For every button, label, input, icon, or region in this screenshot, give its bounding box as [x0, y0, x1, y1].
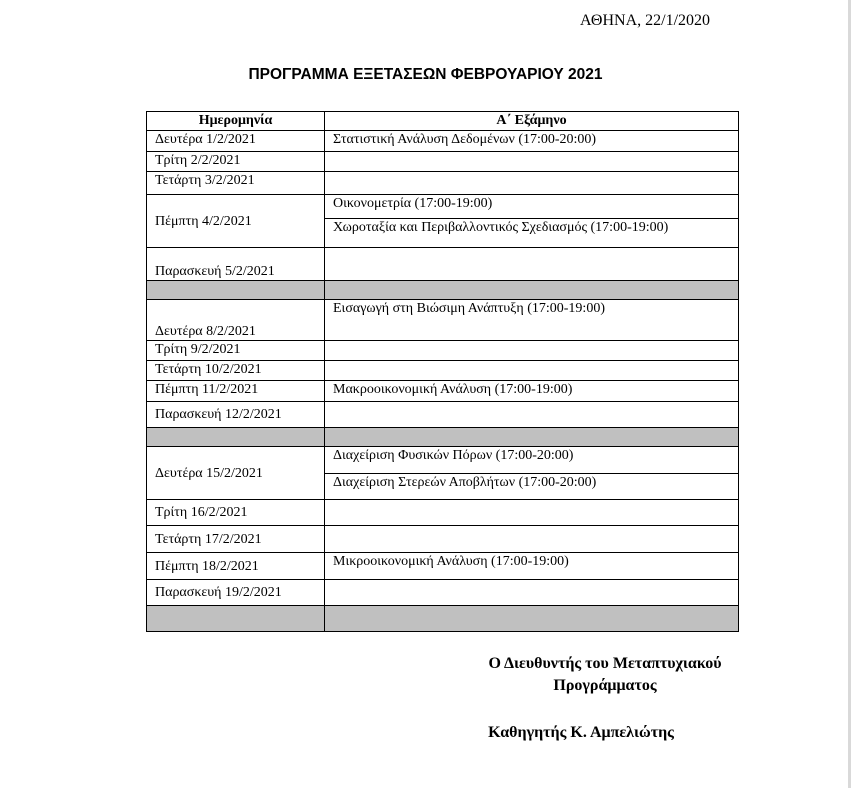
table-row [147, 500, 739, 526]
page-title-text: ΠΡΟΓΡΑΜΜΑ ΕΞΕΤΑΣΕΩΝ ΦΕΒΡΟΥΑΡΙΟΥ 2021 [248, 66, 603, 83]
exam-cell: Στατιστική Ανάλυση Δεδομένων (17:00-20:00) [325, 131, 739, 152]
exam-cell: Χωροταξία και Περιβαλλοντικός Σχεδιασμός (17:00-19:00) [325, 219, 739, 248]
table-row [147, 248, 739, 281]
date-cell: Πέμπτη 18/2/2021 [147, 553, 325, 580]
table-row [147, 580, 739, 606]
page-title [0, 66, 851, 84]
table-row [147, 526, 739, 553]
date-cell: Τρίτη 9/2/2021 [147, 341, 325, 361]
table-row [147, 300, 739, 341]
exam-schedule-table [146, 111, 739, 632]
separator-cell [325, 281, 739, 300]
exam-cell [325, 172, 739, 195]
exam-cell [325, 402, 739, 428]
table-header-row [147, 112, 739, 131]
signature-name: Καθηγητής Κ. Αμπελιώτης [488, 724, 674, 741]
column-header-exam: Α΄ Εξάμηνο [325, 112, 739, 131]
week-separator-row [147, 428, 739, 447]
exam-cell [325, 152, 739, 172]
exam-cell [325, 341, 739, 361]
column-header-date: Ημερομηνία [147, 112, 325, 131]
separator-cell [147, 281, 325, 300]
exam-cell: Διαχείριση Στερεών Αποβλήτων (17:00-20:00) [325, 474, 739, 500]
table-row [147, 361, 739, 381]
exam-cell [325, 526, 739, 553]
date-cell: Παρασκευή 12/2/2021 [147, 402, 325, 428]
week-separator-row [147, 281, 739, 300]
date-cell: Πέμπτη 4/2/2021 [147, 195, 325, 248]
exam-cell [325, 248, 739, 281]
date-cell: Παρασκευή 5/2/2021 [147, 248, 325, 281]
separator-cell [147, 428, 325, 447]
date-cell: Δευτέρα 8/2/2021 [147, 300, 325, 341]
table-row [147, 447, 739, 474]
separator-cell [147, 606, 325, 632]
table-row [147, 152, 739, 172]
exam-cell: Μικροοικονομική Ανάλυση (17:00-19:00) [325, 553, 739, 580]
exam-cell: Διαχείριση Φυσικών Πόρων (17:00-20:00) [325, 447, 739, 474]
signature-title-line2: Προγράμματος [553, 677, 657, 694]
date-cell: Παρασκευή 19/2/2021 [147, 580, 325, 606]
separator-cell [325, 606, 739, 632]
exam-cell [325, 361, 739, 381]
signature-title-line1: Ο Διευθυντής του Μεταπτυχιακού [488, 655, 722, 672]
table-row [147, 172, 739, 195]
table-row [147, 341, 739, 361]
date-cell: Τετάρτη 10/2/2021 [147, 361, 325, 381]
signature-block [400, 653, 810, 697]
exam-cell: Οικονομετρία (17:00-19:00) [325, 195, 739, 219]
date-cell: Τρίτη 16/2/2021 [147, 500, 325, 526]
table-row [147, 131, 739, 152]
week-separator-row [147, 606, 739, 632]
document-date: ΑΘΗΝΑ, 22/1/2020 [580, 12, 711, 29]
exam-cell [325, 580, 739, 606]
table-body [147, 131, 739, 632]
date-cell: Δευτέρα 15/2/2021 [147, 447, 325, 500]
table-row [147, 402, 739, 428]
exam-cell: Εισαγωγή στη Βιώσιμη Ανάπτυξη (17:00-19:00) [325, 300, 739, 341]
exam-cell [325, 500, 739, 526]
table-row [147, 553, 739, 580]
separator-cell [325, 428, 739, 447]
exam-cell: Μακροοικονομική Ανάλυση (17:00-19:00) [325, 381, 739, 402]
date-cell: Δευτέρα 1/2/2021 [147, 131, 325, 152]
date-cell: Τετάρτη 17/2/2021 [147, 526, 325, 553]
date-cell: Τετάρτη 3/2/2021 [147, 172, 325, 195]
table-row [147, 195, 739, 219]
date-cell: Τρίτη 2/2/2021 [147, 152, 325, 172]
date-cell: Πέμπτη 11/2/2021 [147, 381, 325, 402]
table-row [147, 381, 739, 402]
